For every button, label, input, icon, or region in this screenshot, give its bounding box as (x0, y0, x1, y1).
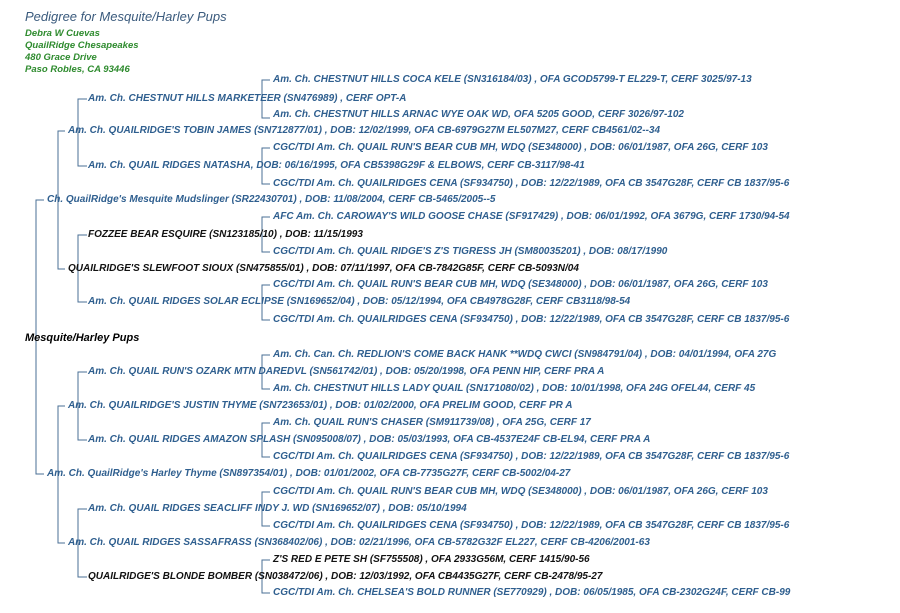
pedigree-entry: FOZZEE BEAR ESQUIRE (SN123185/10) , DOB: 11/15/1993 (88, 229, 363, 240)
owner-name: Debra W Cuevas (25, 28, 100, 39)
pedigree-entry: Am. Ch. QUAIL RUN'S OZARK MTN DAREDVL (SN561742/01) , DOB: 05/20/1998, OFA PENN HIP, CERF PRA A (88, 366, 605, 377)
street-address: 480 Grace Drive (25, 52, 97, 63)
pedigree-entry: CGC/TDI Am. Ch. QUAIL RUN'S BEAR CUB MH, WDQ (SE348000) , DOB: 06/01/1987, OFA 26G, CERF 103 (273, 279, 768, 290)
pedigree-entry: CGC/TDI Am. Ch. QUAILRIDGES CENA (SF934750) , DOB: 12/22/1989, OFA CB 3547G28F, CERF CB 1837/95-6 (273, 314, 790, 325)
pedigree-entry: QUAILRIDGE'S BLONDE BOMBER (SN038472/06) , DOB: 12/03/1992, OFA CB4435G27F, CERF CB-2478/95-27 (88, 571, 603, 582)
pedigree-entry: CGC/TDI Am. Ch. QUAIL RUN'S BEAR CUB MH, WDQ (SE348000) , DOB: 06/01/1987, OFA 26G, CERF 103 (273, 142, 768, 153)
pedigree-entry: Am. Ch. QUAILRIDGE'S TOBIN JAMES (SN712877/01) , DOB: 12/02/1999, OFA CB-6979G27M EL507M27, CERF CB4561/02--34 (68, 125, 661, 136)
city-address: Paso Robles, CA 93446 (25, 64, 130, 75)
pedigree-entry: Am. Ch. CHESTNUT HILLS LADY QUAIL (SN171080/02) , DOB: 10/01/1998, OFA 24G OFEL44, CERF 45 (273, 383, 756, 394)
pedigree-entry: Am. Ch. Can. Ch. REDLION'S COME BACK HANK **WDQ CWCI (SN984791/04) , DOB: 04/01/1994, OFA 27G (273, 349, 777, 360)
litter-name: Mesquite/Harley Pups (25, 332, 140, 344)
page-title: Pedigree for Mesquite/Harley Pups (25, 9, 227, 24)
pedigree-entry: Am. Ch. QUAILRIDGE'S JUSTIN THYME (SN723653/01) , DOB: 01/02/2000, OFA PRELIM GOOD, CERF PR A (68, 400, 573, 411)
pedigree-entry: Am. Ch. CHESTNUT HILLS MARKETEER (SN476989) , CERF OPT-A (88, 93, 407, 104)
pedigree-entry: Am. Ch. CHESTNUT HILLS ARNAC WYE OAK WD, OFA 5205 GOOD, CERF 3026/97-102 (273, 109, 684, 120)
pedigree-entry: Am. Ch. QUAIL RIDGES SOLAR ECLIPSE (SN169652/04) , DOB: 05/12/1994, OFA CB4978G28F, CERF CB3118/98-54 (88, 296, 631, 307)
pedigree-entry: Am. Ch. QUAIL RIDGES SASSAFRASS (SN368402/06) , DOB: 02/21/1996, OFA CB-5782G32F EL227, CERF CB-4206/2001-63 (68, 537, 650, 548)
pedigree-entry: Am. Ch. CHESTNUT HILLS COCA KELE (SN316184/03) , OFA GCOD5799-T EL229-T, CERF 3025/97-13 (273, 74, 752, 85)
pedigree-entry: Z'S RED E PETE SH (SF755508) , OFA 2933G56M, CERF 1415/90-56 (273, 554, 590, 565)
pedigree-entry: CGC/TDI Am. Ch. QUAILRIDGES CENA (SF934750) , DOB: 12/22/1989, OFA CB 3547G28F, CERF CB 1837/95-6 (273, 178, 790, 189)
pedigree-entry: CGC/TDI Am. Ch. CHELSEA'S BOLD RUNNER (SE770929) , DOB: 06/05/1985, OFA CB-2302G24F, CERF CB-99 (273, 587, 791, 598)
pedigree-entry: Am. Ch. QUAIL RIDGES SEACLIFF INDY J. WD (SN169652/07) , DOB: 05/10/1994 (88, 503, 467, 514)
pedigree-entry: CGC/TDI Am. Ch. QUAILRIDGES CENA (SF934750) , DOB: 12/22/1989, OFA CB 3547G28F, CERF CB 1837/95-6 (273, 520, 790, 531)
pedigree-entry: Am. Ch. QUAIL RUN'S CHASER (SM911739/08) , OFA 25G, CERF 17 (273, 417, 591, 428)
dam-entry: Am. Ch. QuailRidge's Harley Thyme (SN897354/01) , DOB: 01/01/2002, OFA CB-7735G27F, CERF CB-5002/04-27 (47, 468, 571, 479)
pedigree-entry: Am. Ch. QUAIL RIDGES NATASHA, DOB: 06/16/1995, OFA CB5398G29F & ELBOWS, CERF CB-3117/98-41 (88, 160, 585, 171)
pedigree-entry: CGC/TDI Am. Ch. QUAIL RUN'S BEAR CUB MH, WDQ (SE348000) , DOB: 06/01/1987, OFA 26G, CERF 103 (273, 486, 768, 497)
kennel-name: QuailRidge Chesapeakes (25, 40, 139, 51)
pedigree-entry: CGC/TDI Am. Ch. QUAIL RIDGE'S Z'S TIGRESS JH (SM80035201) , DOB: 08/17/1990 (273, 246, 668, 257)
pedigree-entry: CGC/TDI Am. Ch. QUAILRIDGES CENA (SF934750) , DOB: 12/22/1989, OFA CB 3547G28F, CERF CB 1837/95-6 (273, 451, 790, 462)
pedigree-entry: AFC Am. Ch. CAROWAY'S WILD GOOSE CHASE (SF917429) , DOB: 06/01/1992, OFA 3679G, CERF 1730/94-54 (273, 211, 790, 222)
sire-entry: Ch. QuailRidge's Mesquite Mudslinger (SR22430701) , DOB: 11/08/2004, CERF CB-5465/2005--5 (47, 194, 496, 205)
pedigree-entry: Am. Ch. QUAIL RIDGES AMAZON SPLASH (SN095008/07) , DOB: 05/03/1993, OFA CB-4537E24F CB-EL94, CERF PRA A (88, 434, 651, 445)
pedigree-entry: QUAILRIDGE'S SLEWFOOT SIOUX (SN475855/01) , DOB: 07/11/1997, OFA CB-7842G85F, CERF CB-5093N/04 (68, 263, 579, 274)
